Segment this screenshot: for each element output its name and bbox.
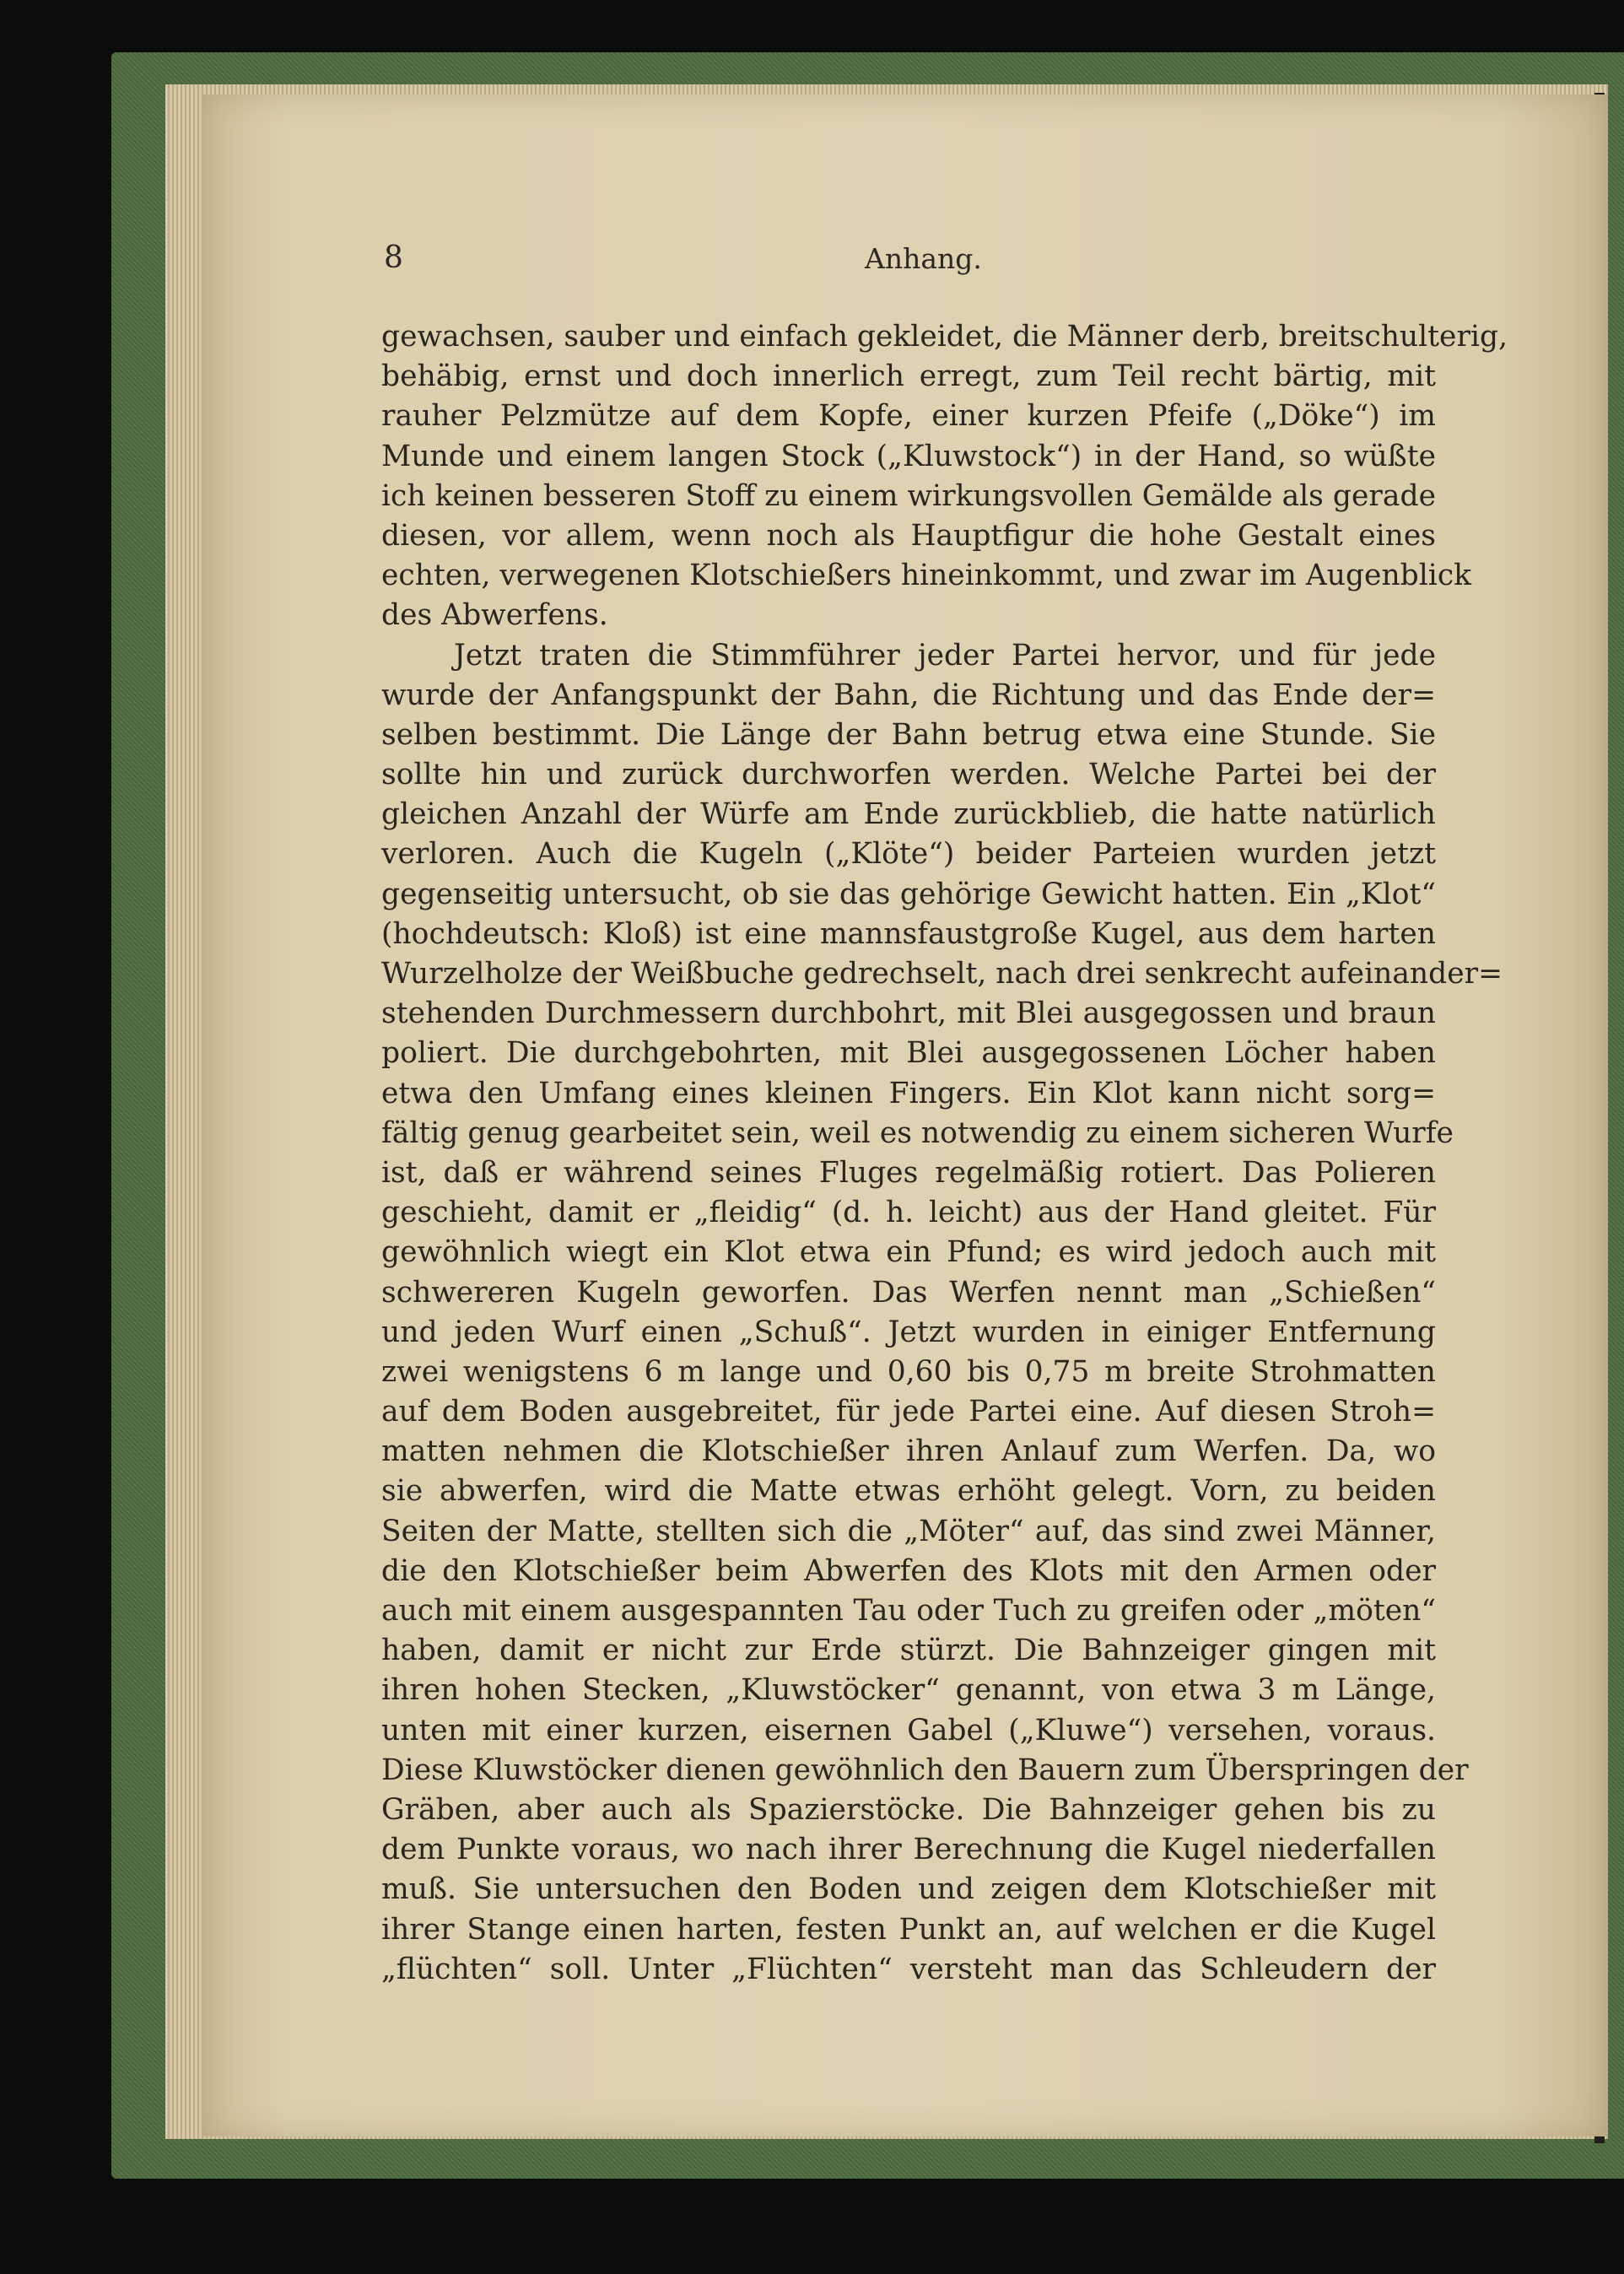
text-line: diesen, vor allem, wenn noch als Hauptfigur die hohe Gestalt eines (381, 518, 1436, 553)
text-line: rauher Pelzmütze auf dem Kopfe, einer kurzen Pfeife („Döke“) im (381, 399, 1436, 434)
text-line: die den Klotschießer beim Abwerfen des Klots mit den Armen oder (381, 1553, 1436, 1588)
body-text (381, 317, 1508, 1990)
paragraph-start-line: Jetzt traten die Stimmführer jeder Partei hervor, und für jede (454, 638, 1436, 672)
text-line: echten, verwegenen Klotschießers hineinkommt, und zwar im Augenblick (381, 559, 1472, 593)
text-line: ist, daß er während seines Fluges regelmäßig rotiert. Das Polieren (381, 1155, 1436, 1190)
text-line: ihrer Stange einen harten, festen Punkt an, auf welchen er die Kugel (381, 1912, 1436, 1947)
text-line: gewöhnlich wiegt ein Klot etwa ein Pfund; es wird jedoch auch mit (381, 1235, 1436, 1270)
text-line: schwereren Kugeln geworfen. Das Werfen nennt man „Schießen“ (381, 1275, 1436, 1310)
text-line: „flüchten“ soll. Unter „Flüchten“ versteht man das Schleudern der (381, 1952, 1436, 1986)
text-line: muß. Sie untersuchen den Boden und zeigen dem Klotschießer mit (381, 1872, 1436, 1907)
text-line: matten nehmen die Klotschießer ihren Anlauf zum Werfen. Da, wo (381, 1434, 1436, 1469)
text-line: wurde der Anfangspunkt der Bahn, die Richtung und das Ende der= (381, 678, 1436, 712)
text-line: des Abwerfens. (381, 598, 608, 633)
text-line: zwei wenigstens 6 m lange und 0,60 bis 0,75 m breite Strohmatten (381, 1354, 1436, 1389)
text-line: ihren hohen Stecken, „Kluwstöcker“ genannt, von etwa 3 m Länge, (381, 1673, 1436, 1708)
text-line: sie abwerfen, wird die Matte etwas erhöht gelegt. Vorn, zu beiden (381, 1474, 1436, 1509)
text-line: Seiten der Matte, stellten sich die „Möter“ auf, das sind zwei Männer, (381, 1514, 1436, 1548)
text-line: gegenseitig untersucht, ob sie das gehörige Gewicht hatten. Ein „Klot“ (381, 877, 1436, 911)
text-line: fältig genug gearbeitet sein, weil es notwendig zu einem sicheren Wurfe (381, 1115, 1454, 1150)
text-line: Gräben, aber auch als Spazierstöcke. Die Bahnzeiger gehen bis zu (381, 1792, 1436, 1827)
text-line: ich keinen besseren Stoff zu einem wirkungsvollen Gemälde als gerade (381, 478, 1436, 513)
text-line: sollte hin und zurück durchworfen werden. Welche Partei bei der (381, 758, 1436, 792)
text-line: behäbig, ernst und doch innerlich erregt, zum Teil recht bärtig, mit (381, 359, 1436, 394)
text-line: unten mit einer kurzen, eisernen Gabel („Kluwe“) versehen, voraus. (381, 1713, 1436, 1747)
text-line: poliert. Die durchgebohrten, mit Blei ausgegossenen Löcher haben (381, 1036, 1436, 1071)
text-line: geschieht, damit er „fleidig“ (d. h. leicht) aus der Hand gleitet. Für (381, 1196, 1436, 1230)
page-number: 8 (384, 240, 403, 275)
text-line: auch mit einem ausgespannten Tau oder Tuch zu greifen oder „möten“ (381, 1594, 1436, 1628)
text-line: selben bestimmt. Die Länge der Bahn betrug etwa eine Stunde. Sie (381, 717, 1436, 752)
text-line: Munde und einem langen Stock („Kluwstock“) in der Hand, so wüßte (381, 439, 1436, 473)
running-head: Anhang. (865, 242, 982, 275)
page-header (384, 240, 1438, 283)
text-line: dem Punkte voraus, wo nach ihrer Berechnung die Kugel niederfallen (381, 1833, 1436, 1867)
text-line: haben, damit er nicht zur Erde stürzt. Die Bahnzeiger gingen mit (381, 1634, 1436, 1668)
text-line: gewachsen, sauber und einfach gekleidet, die Männer derb, breitschulterig, (381, 320, 1508, 354)
text-line: gleichen Anzahl der Würfe am Ende zurückblieb, die hatte natürlich (381, 797, 1436, 832)
text-line: verloren. Auch die Kugeln („Klöte“) beider Parteien wurden jetzt (381, 837, 1436, 872)
text-line: etwa den Umfang eines kleinen Fingers. Ein Klot kann nicht sorg= (381, 1076, 1436, 1110)
text-line: Wurzelholze der Weißbuche gedrechselt, nach drei senkrecht aufeinander= (381, 957, 1503, 991)
text-line: und jeden Wurf einen „Schuß“. Jetzt wurden in einiger Entfernung (381, 1315, 1436, 1349)
text-line: Diese Kluwstöcker dienen gewöhnlich den Bauern zum Überspringen der (381, 1753, 1469, 1787)
text-line: stehenden Durchmessern durchbohrt, mit Blei ausgegossen und braun (381, 997, 1436, 1031)
text-line: (hochdeutsch: Kloß) ist eine mannsfaustgroße Kugel, aus dem harten (381, 916, 1436, 951)
text-line: auf dem Boden ausgebreitet, für jede Partei eine. Auf diesen Stroh= (381, 1395, 1436, 1429)
